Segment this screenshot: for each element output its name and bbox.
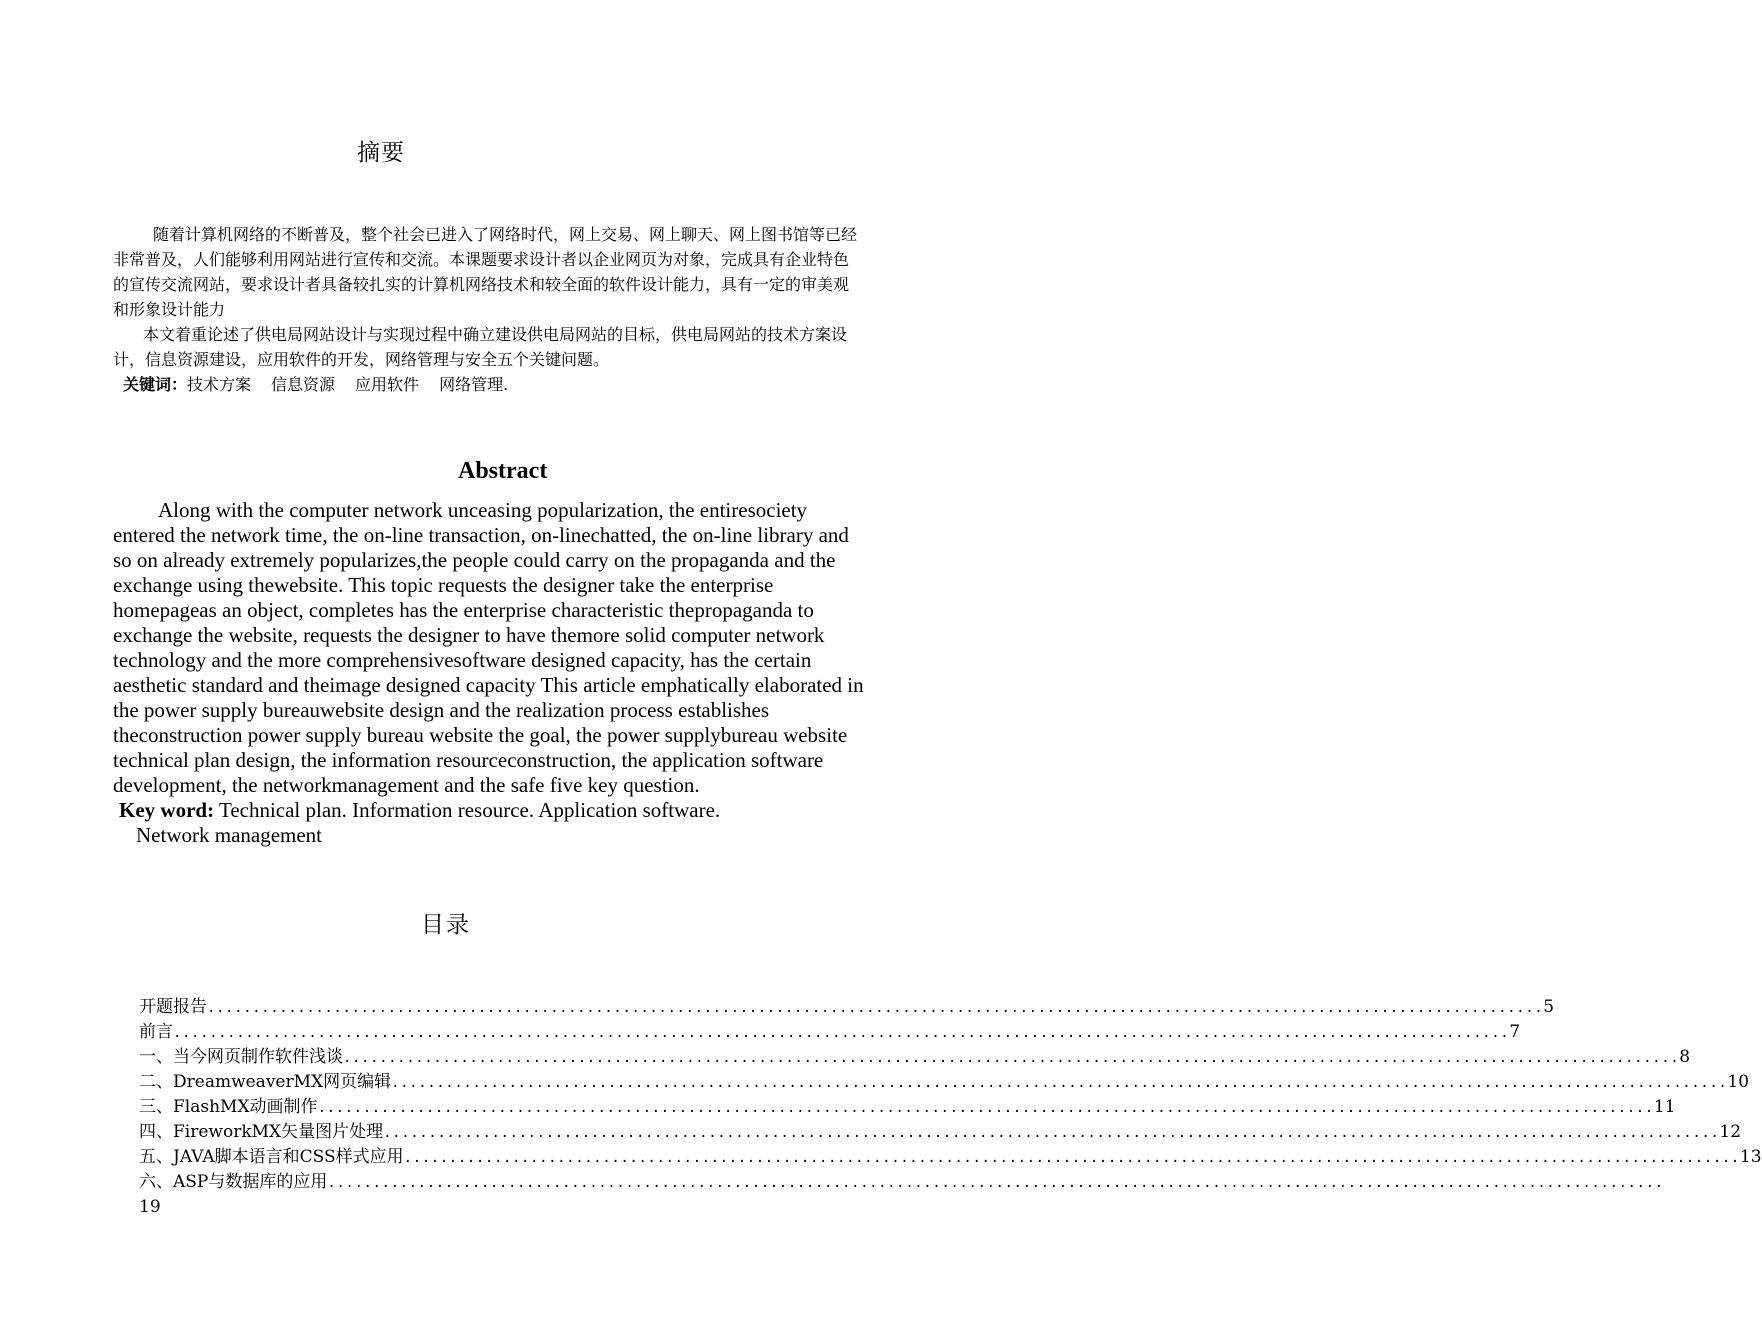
keyword-cn: 网络管理.	[439, 375, 509, 394]
abstract-cn-keywords	[113, 372, 863, 397]
toc-entry-label: 前言	[139, 1022, 173, 1042]
toc-entry-page: 13	[1739, 1147, 1762, 1167]
toc-entry-label: 二、DreamweaverMX网页编辑	[139, 1072, 392, 1092]
toc-entry-page: 11	[1653, 1097, 1676, 1117]
toc-entry-page: 8	[1679, 1047, 1691, 1067]
abstract-en-keywords	[113, 798, 865, 848]
toc-leader-dots: ....................................................................................................................................................	[173, 1025, 1510, 1041]
toc-title: 目录	[421, 912, 471, 938]
toc-entry[interactable]	[139, 1095, 1676, 1120]
keywords-en-line-2: Network management	[136, 823, 323, 847]
toc-entry-label: 六、ASP与数据库的应用	[139, 1172, 328, 1192]
toc-entry[interactable]	[139, 1170, 1664, 1195]
toc-leader-dots: ....................................................................................................................................................	[403, 1150, 1740, 1166]
toc-entry[interactable]	[139, 1145, 1762, 1170]
table-of-contents	[139, 995, 1762, 1220]
toc-entry[interactable]	[139, 1120, 1742, 1145]
toc-entry-page: 5	[1543, 997, 1555, 1017]
toc-entry-label: 一、当今网页制作软件浅谈	[139, 1047, 343, 1067]
toc-leader-dots: ....................................................................................................................................................	[343, 1050, 1680, 1066]
keyword-cn: 应用软件	[355, 375, 420, 394]
keywords-en-label: Key word:	[119, 798, 215, 822]
toc-entry-page: 7	[1509, 1022, 1521, 1042]
abstract-en-body	[113, 498, 865, 848]
toc-entry[interactable]	[139, 1020, 1521, 1045]
abstract-cn-paragraph-2: 本文着重论述了供电局网站设计与实现过程中确立建设供电局网站的目标，供电局网站的技术方案设计，信息资源建设，应用软件的开发，网络管理与安全五个关键问题。	[113, 325, 848, 369]
toc-entry[interactable]	[139, 1070, 1750, 1095]
abstract-en-paragraph: Along with the computer network unceasing popularization, the entiresociety entered the network time, the on-line transaction, on-linechatted, the on-line library and so on already extremely popularizes,the people could carry on the propaganda and the exchange using thewebsite. This topic requests the designer take the enterprise homepageas an object, completes has the enterprise characteristic thepropaganda to exchange the website, requests the designer to have themore solid computer network technology and the more comprehensivesoftware designed capacity, has the certain aesthetic standard and theimage designed capacity This article emphatically elaborated in the power supply bureauwebsite design and the realization process establishes theconstruction power supply bureau website the goal, the power supplybureau website technical plan design, the information resourceconstruction, the application software development, the networkmanagement and the safe five key question.	[113, 498, 864, 797]
toc-entry-page: 10	[1727, 1072, 1750, 1092]
abstract-cn-body	[113, 222, 863, 397]
toc-leader-dots: ....................................................................................................................................................	[383, 1125, 1720, 1141]
keyword-cn: 信息资源	[271, 375, 336, 394]
abstract-en-title: Abstract	[458, 458, 548, 484]
toc-entry-label: 五、JAVA脚本语言和CSS样式应用	[139, 1147, 404, 1167]
toc-entry-label: 开题报告	[139, 997, 207, 1017]
toc-entry-page: 19	[139, 1197, 161, 1217]
toc-leader-dots: ....................................................................................................................................................	[207, 1000, 1544, 1016]
toc-entry[interactable]	[139, 995, 1555, 1020]
abstract-cn-title: 摘要	[357, 140, 405, 166]
toc-leader-dots: ....................................................................................................................................................	[327, 1175, 1664, 1191]
toc-entry-label: 四、FireworkMX矢量图片处理	[139, 1122, 384, 1142]
toc-leader-dots: ....................................................................................................................................................	[317, 1100, 1654, 1116]
toc-entry-page: 12	[1719, 1122, 1742, 1142]
keywords-en-line-1: Technical plan. Information resource. Application software.	[218, 798, 721, 822]
abstract-cn-paragraph-1: 随着计算机网络的不断普及，整个社会已进入了网络时代，网上交易、网上聊天、网上图书馆等已经非常普及，人们能够利用网站进行宣传和交流。本课题要求设计者以企业网页为对象，完成具有企业特色的宣传交流网站，要求设计者具备较扎实的计算机网络技术和较全面的软件设计能力，具有一定的审美观和形象设计能力	[113, 225, 858, 319]
keywords-cn-label: 关键词：	[123, 375, 188, 394]
toc-leader-dots: ....................................................................................................................................................	[391, 1075, 1728, 1091]
toc-entry[interactable]	[139, 1045, 1691, 1070]
toc-entry-label: 三、FlashMX动画制作	[139, 1097, 318, 1117]
keyword-cn: 技术方案	[187, 375, 252, 394]
